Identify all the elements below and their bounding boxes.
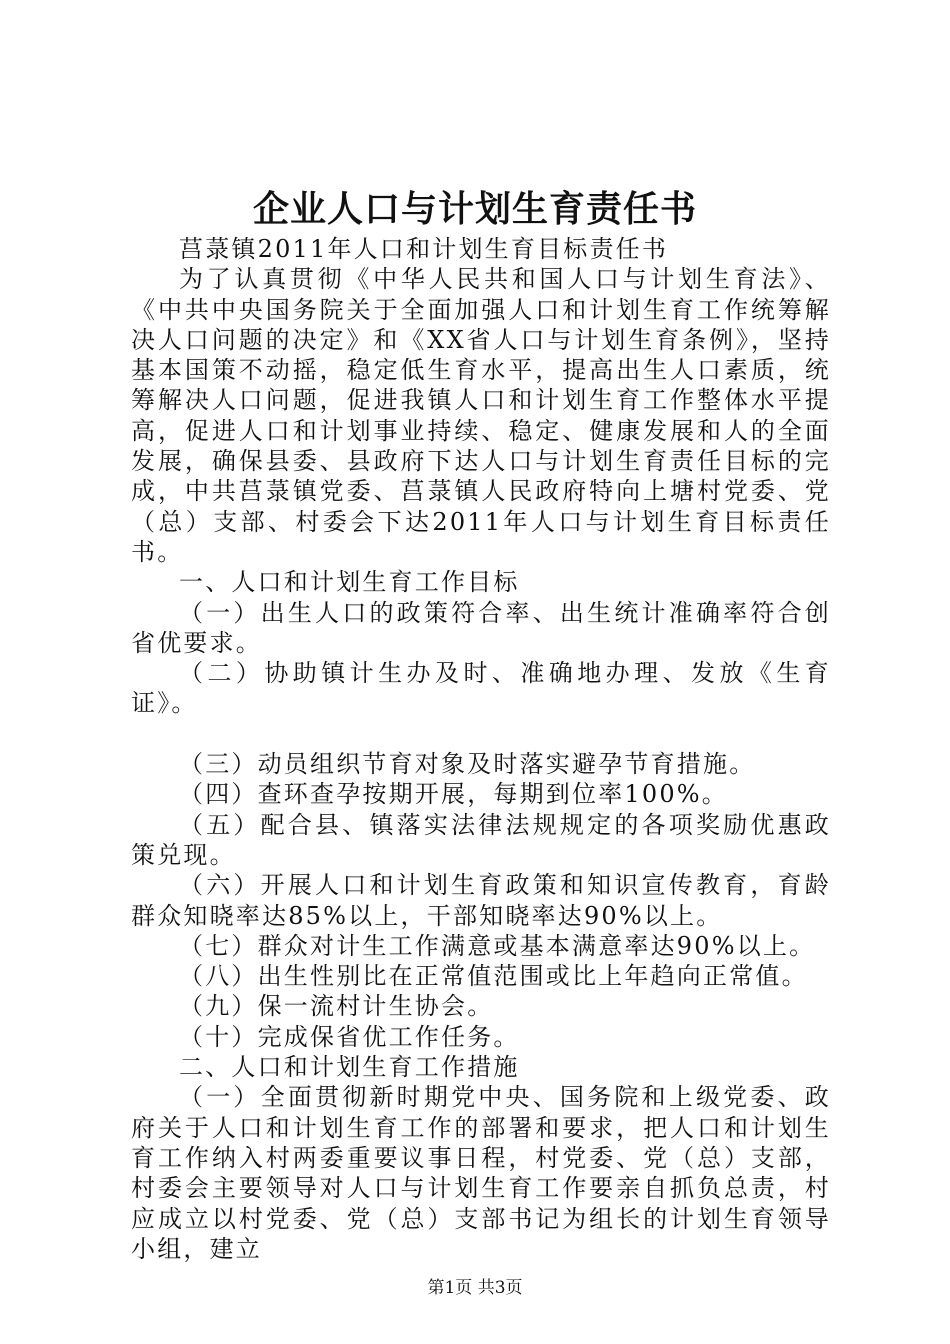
paragraph: （六）开展人口和计划生育政策和知识宣传教育，育龄群众知晓率达85%以上，干部知晓率达90%以上。	[131, 871, 831, 930]
page-number: 第1页 共3页	[427, 1278, 523, 1298]
paragraph: （一）全面贯彻新时期党中央、国务院和上级党委、政府关于人口和计划生育工作的部署和要求，把人口和计划生育工作纳入村两委重要议事日程，村党委、党（总）支部，村委会主要领导对人口与计划生育工作要亲自抓负总责，村应成立以村党委、党（总）支部书记为组长的计划生育领导小组，建立	[131, 1083, 831, 1263]
paragraph: （二）协助镇计生办及时、准确地办理、发放《生育证》。	[131, 659, 831, 718]
paragraph: （七）群众对计生工作满意或基本满意率达90%以上。	[179, 931, 816, 960]
paragraph: （九）保一流村计生协会。	[179, 992, 494, 1021]
paragraph: （四）查环查孕按期开展，每期到位率100%。	[179, 780, 729, 809]
paragraph: （十）完成保省优工作任务。	[179, 1022, 520, 1051]
paragraph: 二、人口和计划生育工作措施	[179, 1053, 520, 1082]
paragraph: （五）配合县、镇落实法律法规规定的各项奖励优惠政策兑现。	[131, 810, 831, 869]
document-title: 企业人口与计划生育责任书	[252, 189, 697, 230]
paragraph: （一）出生人口的政策符合率、出生统计准确率符合创省优要求。	[131, 598, 831, 657]
paragraph: 一、人口和计划生育工作目标	[179, 568, 520, 597]
paragraph: 莒菉镇2011年人口和计划生育目标责任书	[179, 235, 669, 263]
paragraph: （三）动员组织节育对象及时落实避孕节育措施。	[179, 750, 756, 779]
document-body	[131, 234, 831, 1264]
paragraph: （八）出生性别比在正常值范围或比上年趋向正常值。	[179, 962, 808, 991]
blank-line	[131, 719, 831, 749]
paragraph: 为了认真贯彻《中华人民共和国人口与计划生育法》、《中共中央国务院关于全面加强人口和计划生育工作统筹解决人口问题的决定》和《XX省人口与计划生育条例》，坚持基本国策不动摇，稳定低生育水平，提高出生人口素质，统筹解决人口问题，促进我镇人口和计划生育工作整体水平提高，促进人口和计划事业持续、稳定、健康发展和人的全面发展，确保县委、县政府下达人口与计划生育责任目标的完成，中共莒菉镇党委、莒菉镇人民政府特向上塘村党委、党（总）支部、村委会下达2011年人口与计划生育目标责任书。	[131, 265, 831, 566]
